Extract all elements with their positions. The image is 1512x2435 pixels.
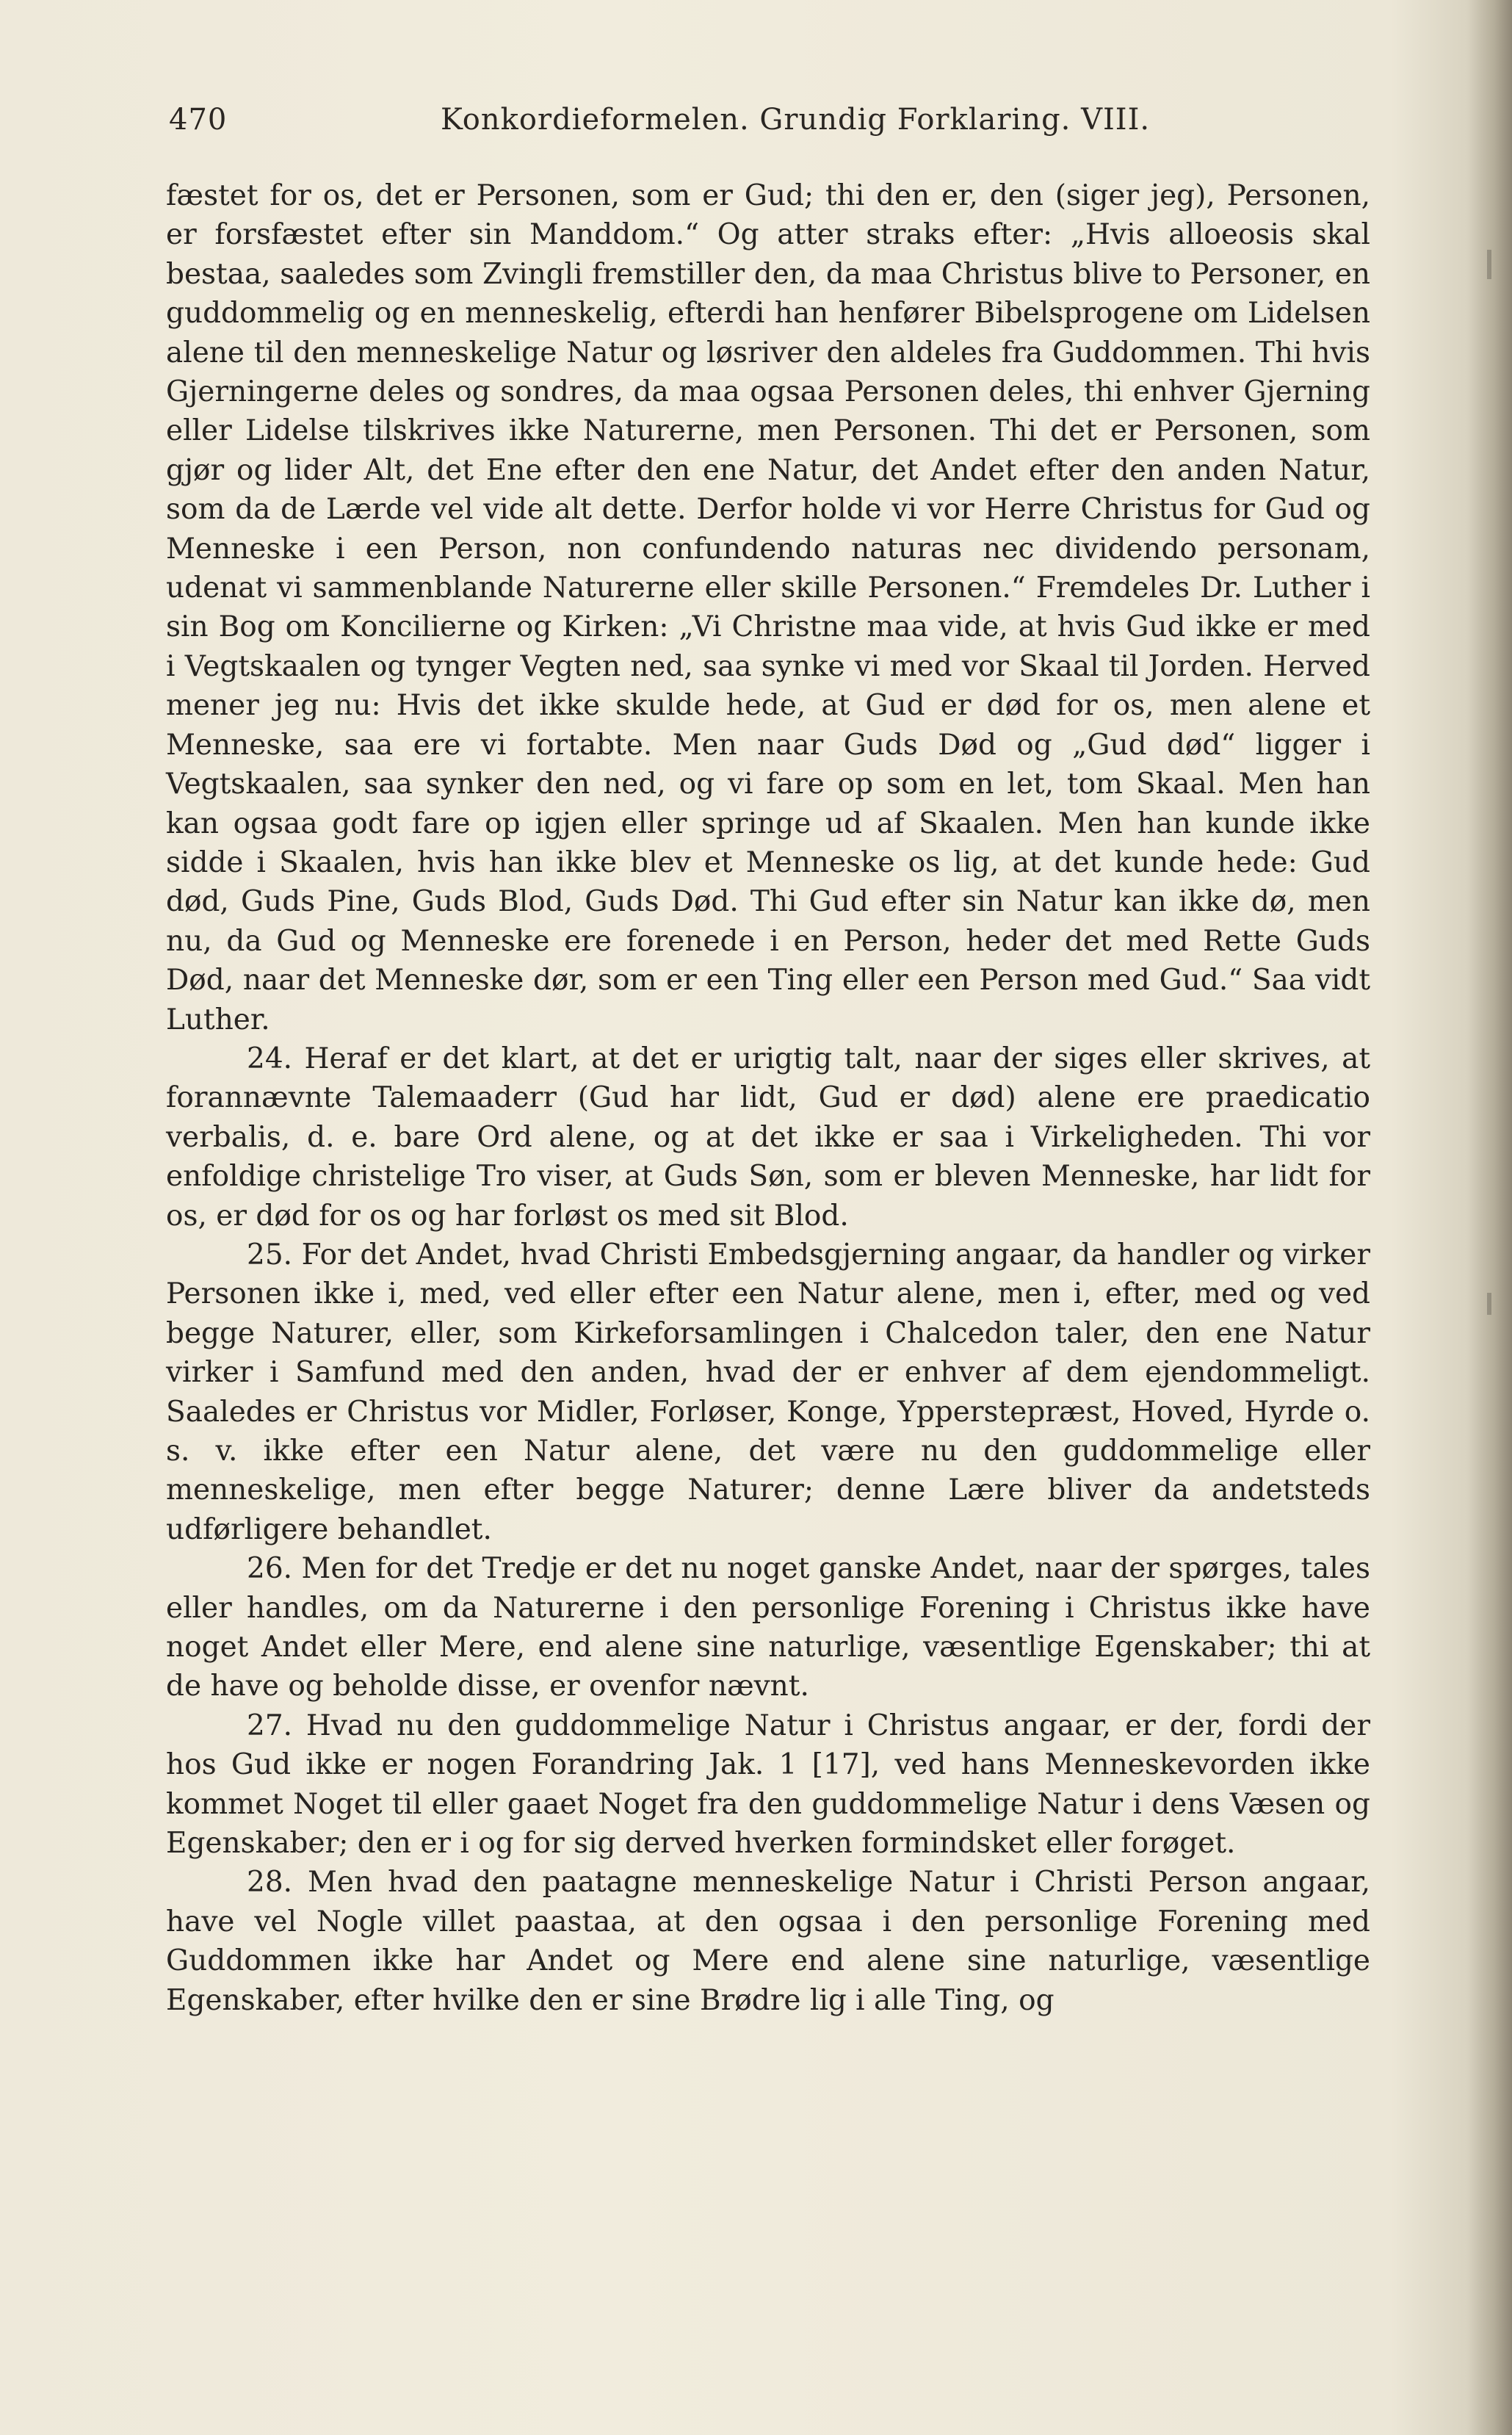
paragraph-28: 28. Men hvad den paatagne menneskelige Natur i Christi Person angaar, have vel Nogle villet paastaa, at den ogsaa i den personlige Forening med Guddommen ikke har Andet og Mere end alene sine naturlige, væsentlige Egenskaber, efter hvilke den er sine Brødre lig i alle Ting, og xyxy=(166,1866,1370,2017)
running-head xyxy=(169,103,1344,147)
page-edge-mark xyxy=(1487,250,1491,279)
running-title: Konkordieformelen. Grundig Forklaring. VIII. xyxy=(441,103,1151,137)
page-number: 470 xyxy=(169,103,228,137)
paragraph-27: 27. Hvad nu den guddommelige Natur i Christus angaar, er der, fordi der hos Gud ikke er nogen Forandring Jak. 1 [17], ved hans Menneskevorden ikke kommet Noget til eller gaaet Noget fra den guddommelige Natur i dens Væsen og Egenskaber; den er i og for sig derved hverken formindsket eller forøget. xyxy=(166,1709,1370,1861)
paragraph-continued: fæstet for os, det er Personen, som er Gud; thi den er, den (siger jeg), Personen, er forsfæstet efter sin Manddom.“ Og atter straks efter: „Hvis alloeosis skal bestaa, saaledes som Zvingli fremstiller den, da maa Christus blive to Personer, en guddommelig og en menneskelig, efterdi han henfører Bibelsprogene om Lidelsen alene til den menneskelige Natur og løsriver den aldeles fra Guddommen. Thi hvis Gjerningerne deles og sondres, da maa ogsaa Personen deles, thi enhver Gjerning eller Lidelse tilskrives ikke Naturerne, men Personen. Thi det er Personen, som gjør og lider Alt, det Ene efter den ene Natur, det Andet efter den anden Natur, som da de Lærde vel vide alt dette. Derfor holde vi vor Herre Christus for Gud og Menneske i een Person, non confundendo naturas nec dividendo personam, udenat vi sammenblande Naturerne eller skille Personen.“ Fremdeles Dr. Luther i sin Bog om Koncilierne og Kirken: „Vi Christne maa vide, at hvis Gud ikke er med i Vegtskaalen og tynger Vegten ned, saa synke vi med vor Skaal til Jorden. Herved mener jeg nu: Hvis det ikke skulde hede, at Gud er død for os, men alene et Menneske, saa ere vi fortabte. Men naar Guds Død og „Gud død“ ligger i Vegtskaalen, saa synker den ned, og vi fare op som en let, tom Skaal. Men han kan ogsaa godt fare op igjen eller springe ud af Skaalen. Men han kunde ikke sidde i Skaalen, hvis han ikke blev et Menneske os lig, at det kunde hede: Gud død, Guds Pine, Guds Blod, Guds Død. Thi Gud efter sin Natur kan ikke dø, men nu, da Gud og Menneske ere forenede i en Person, heder det med Rette Guds Død, naar det Menneske dør, som er een Ting eller een Person med Gud.“ Saa vidt Luther. xyxy=(166,179,1370,1036)
paragraph-24: 24. Heraf er det klart, at det er urigtig talt, naar der siges eller skrives, at forannævnte Talemaaderr (Gud har lidt, Gud er død) alene ere praedicatio verbalis, d. e. bare Ord alene, og at det ikke er saa i Virkeligheden. Thi vor enfoldige christelige Tro viser, at Guds Søn, som er bleven Menneske, har lidt for os, er død for os og har forløst os med sit Blod. xyxy=(166,1042,1370,1233)
page-edge-mark xyxy=(1487,1293,1491,1315)
binding-shadow xyxy=(1468,0,1512,2435)
paragraph-25: 25. For det Andet, hvad Christi Embedsgjerning angaar, da handler og virker Personen ikke i, med, ved eller efter een Natur alene, men i, efter, med og ved begge Naturer, eller, som Kirkeforsamlingen i Chalcedon taler, den ene Natur virker i Samfund med den anden, hvad der er enhver af dem ejendommeligt. Saaledes er Christus vor Midler, Forløser, Konge, Ypperstepræst, Hoved, Hyrde o. s. v. ikke efter een Natur alene, det være nu den guddommelige eller menneskelige, men efter begge Naturer; denne Lære bliver da andetsteds udførligere behandlet. xyxy=(166,1238,1370,1546)
body-text xyxy=(166,176,1370,2277)
paragraph-26: 26. Men for det Tredje er det nu noget ganske Andet, naar der spørges, tales eller handles, om da Naturerne i den personlige Forening i Christus ikke have noget Andet eller Mere, end alene sine naturlige, væsentlige Egenskaber; thi at de have og beholde disse, er ovenfor nævnt. xyxy=(166,1552,1370,1703)
